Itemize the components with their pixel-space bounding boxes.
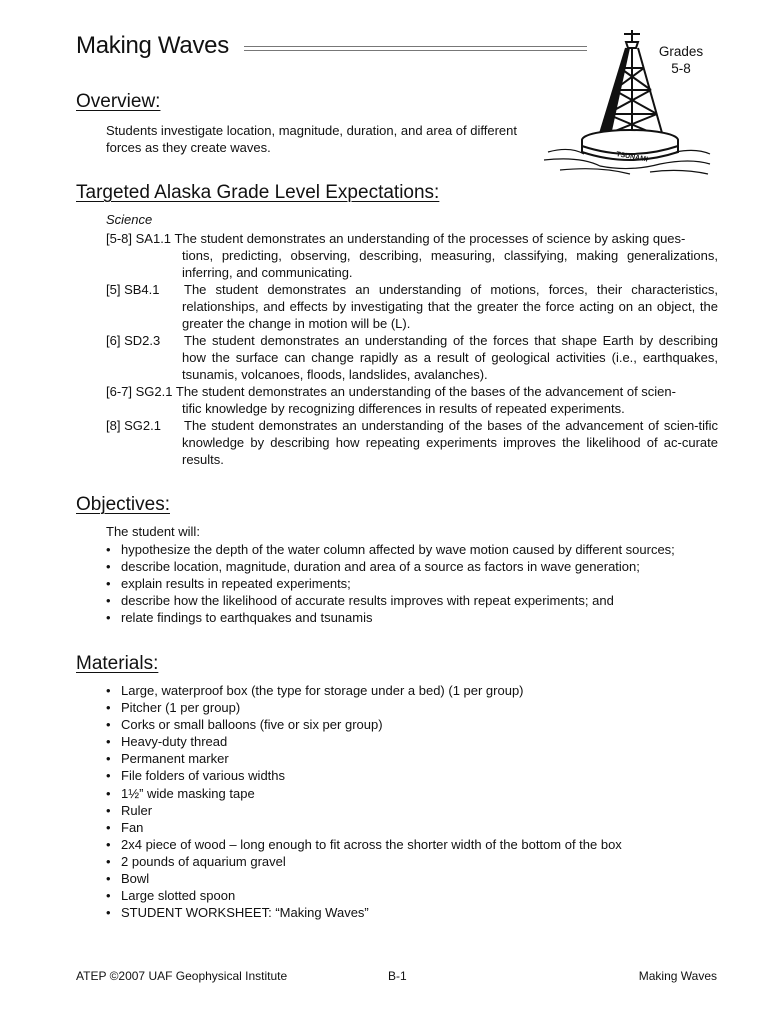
gle-code: [8] SG2.1: [106, 418, 161, 433]
materials-list: [106, 682, 726, 921]
list-item: • Corks or small balloons (five or six per group): [106, 716, 726, 733]
tsunami-buoy-illustration: [540, 28, 715, 178]
grades-label: Grades: [658, 44, 704, 59]
gle-text: The student demonstrates an understanding of the forces that shape Earth by describing how the surface can change rapidly as a result of geological activities (i.e., earthquakes, tsunamis, volcanoes, floods, landslides, avalanches).: [182, 333, 718, 382]
list-item: • Large slotted spoon: [106, 887, 726, 904]
list-item: • 1½” wide masking tape: [106, 785, 726, 802]
gle-subject: Science: [106, 212, 153, 227]
gle-text: The student demonstrates an understanding of motions, forces, their characteristics, relationships, and effects by investigating that the greater the force acting on an object, the greater the change in motion will be (L).: [182, 282, 718, 331]
grades-value: 5-8: [671, 61, 691, 76]
gle-heading: Targeted Alaska Grade Level Expectations:: [76, 182, 440, 203]
gle-code: [6] SD2.3: [106, 333, 161, 348]
list-item: • describe how the likelihood of accurate results improves with repeat experiments; and: [106, 592, 726, 609]
gle-code: [6-7] SG2.1: [106, 384, 173, 399]
gle-code: [5-8] SA1.1: [106, 231, 172, 246]
list-item: • STUDENT WORKSHEET: “Making Waves”: [106, 904, 726, 921]
list-item: • explain results in repeated experiments;: [106, 575, 726, 592]
page-title: Making Waves: [76, 32, 229, 59]
buoy-label: TSUNAMI: [615, 151, 649, 164]
gle-text: The student demonstrates an understanding of the processes of science by asking ques-: [174, 231, 686, 246]
gle-item: [106, 230, 718, 281]
gle-item: [106, 383, 718, 417]
overview-text: Students investigate location, magnitude, duration, and area of different forces as they create waves.: [106, 123, 517, 155]
gle-item: [106, 281, 718, 332]
list-item: • File folders of various widths: [106, 767, 726, 784]
list-item: • Permanent marker: [106, 750, 726, 767]
gle-item: [106, 332, 718, 383]
footer-page-number: B-1: [388, 969, 407, 983]
list-item: • describe location, magnitude, duration and area of a source as factors in wave generation;: [106, 558, 726, 575]
title-rule: [244, 46, 587, 51]
gle-text-continued: tific knowledge by recognizing differences in results of repeated experiments.: [182, 401, 625, 416]
list-item: • Ruler: [106, 802, 726, 819]
list-item: • Pitcher (1 per group): [106, 699, 726, 716]
objectives-heading: Objectives:: [76, 494, 170, 515]
objectives-list: [106, 541, 726, 626]
objectives-intro: The student will:: [106, 524, 200, 539]
list-item: • Fan: [106, 819, 726, 836]
gle-item: [106, 417, 718, 468]
list-item: • 2x4 piece of wood – long enough to fit across the shorter width of the bottom of the box: [106, 836, 726, 853]
gle-code: [5] SB4.1: [106, 282, 160, 297]
gle-text: The student demonstrates an understanding of the bases of the advancement of scien-: [175, 384, 676, 399]
list-item: • Heavy-duty thread: [106, 733, 726, 750]
footer-unit-title: Making Waves: [638, 969, 717, 983]
footer-publisher: ATEP ©2007 UAF Geophysical Institute: [76, 969, 288, 983]
overview-heading: Overview:: [76, 91, 161, 112]
gle-text: The student demonstrates an understanding of the bases of the advancement of scien-tific knowledge by describing how repeating experiments improves the likelihood of ac-curate results.: [182, 418, 718, 467]
materials-heading: Materials:: [76, 653, 159, 674]
gle-text-continued: tions, predicting, observing, describing, measuring, classifying, making generalizations, inferring, and communicating.: [182, 248, 718, 280]
list-item: • Bowl: [106, 870, 726, 887]
list-item: • Large, waterproof box (the type for storage under a bed) (1 per group): [106, 682, 726, 699]
list-item: • relate findings to earthquakes and tsunamis: [106, 609, 726, 626]
list-item: • 2 pounds of aquarium gravel: [106, 853, 726, 870]
list-item: • hypothesize the depth of the water column affected by wave motion caused by different sources;: [106, 541, 726, 558]
